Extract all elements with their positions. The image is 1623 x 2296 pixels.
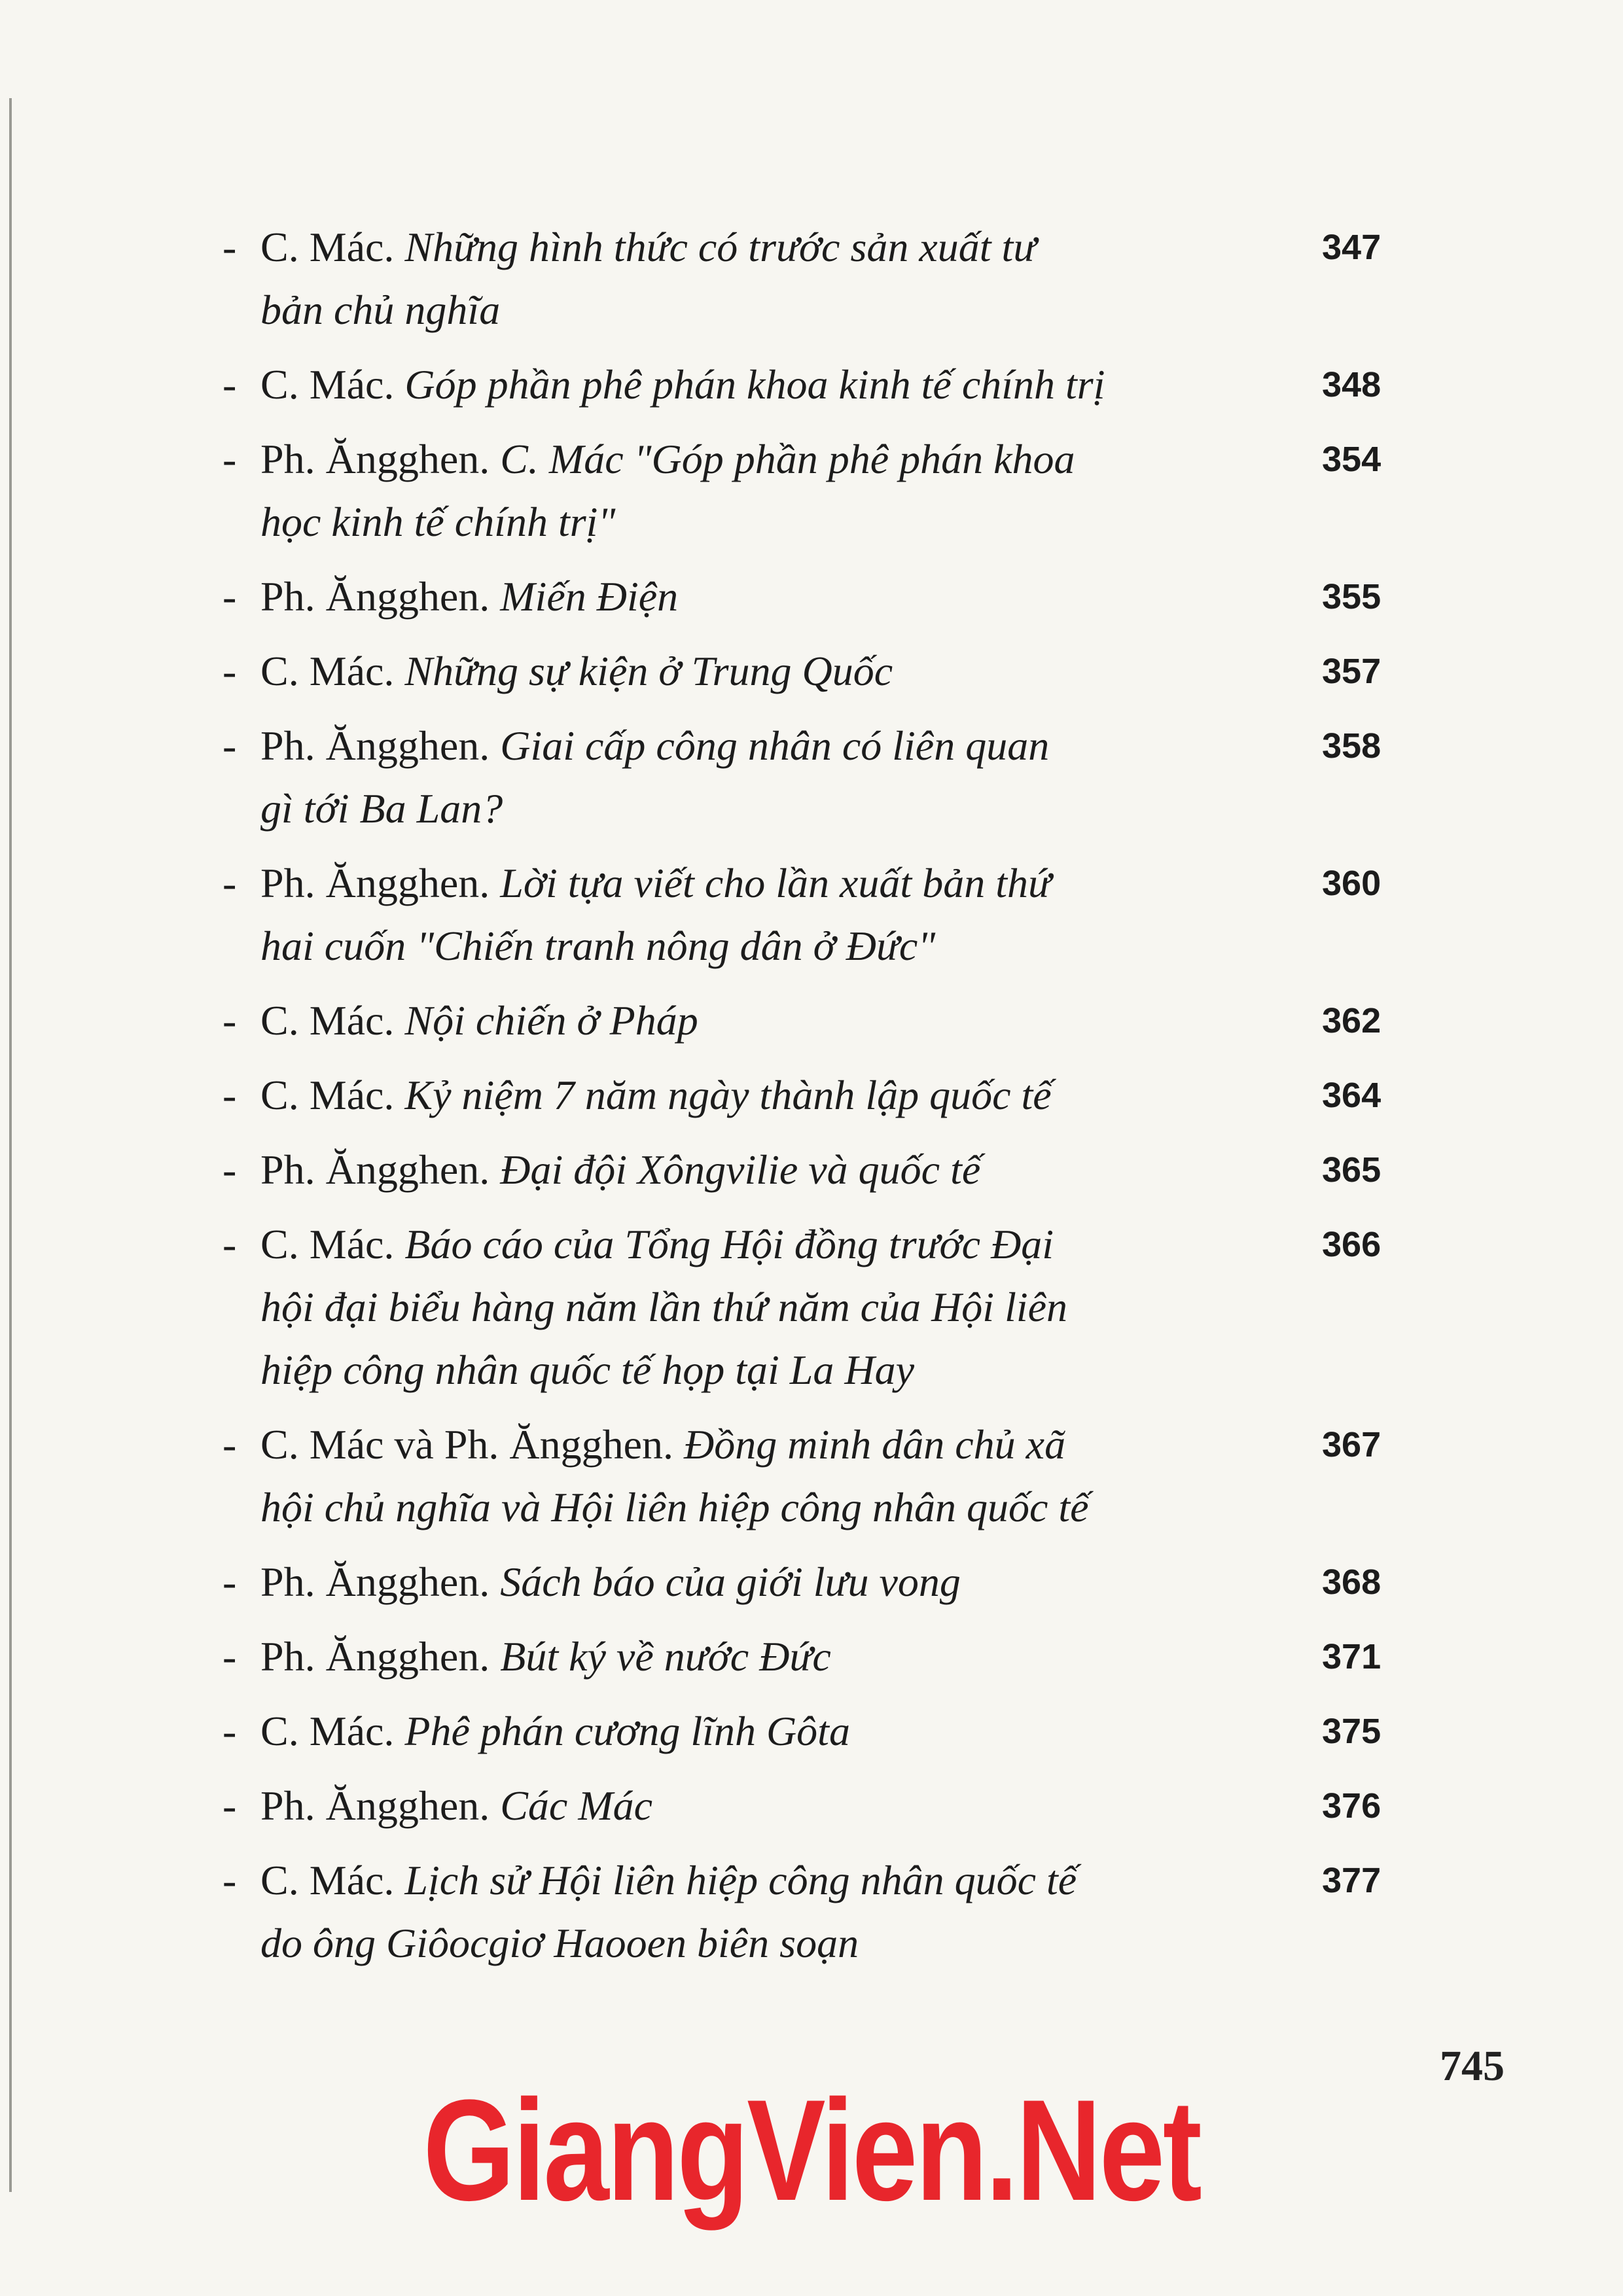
entry-title: bản chủ nghĩa	[260, 287, 501, 333]
toc-entry	[223, 1413, 1466, 1539]
entry-dash: -	[223, 1559, 237, 1605]
entry-page-number: 355	[1322, 577, 1382, 616]
entry-author: C. Mác.	[260, 361, 395, 408]
entry-page-number: 348	[1322, 365, 1382, 404]
entry-author: C. Mác.	[260, 1072, 395, 1118]
toc-entry-line	[223, 1700, 1466, 1763]
entry-page-number: 375	[1322, 1712, 1382, 1751]
toc-entry	[223, 1700, 1466, 1763]
entry-dash: -	[223, 1072, 237, 1118]
entry-dash: -	[223, 224, 237, 270]
entry-title: Những hình thức có trước sản xuất tư	[404, 224, 1037, 270]
entry-author: Ph. Ăngghen.	[260, 722, 490, 769]
entry-title: Lịch sử Hội liên hiệp công nhân quốc tế	[404, 1857, 1077, 1903]
toc-entry-line	[223, 353, 1466, 416]
entry-title: hai cuốn "Chiến tranh nông dân ở Đức"	[260, 923, 936, 969]
entry-dash: -	[223, 722, 237, 769]
entry-title: học kinh tế chính trị"	[260, 499, 616, 545]
entry-dash: -	[223, 361, 237, 408]
toc-entry-line	[223, 1775, 1466, 1837]
toc-entry	[223, 1139, 1466, 1201]
toc-entry-line	[223, 715, 1466, 777]
toc-entry	[223, 565, 1466, 628]
toc-entry	[223, 1775, 1466, 1837]
entry-title: Đồng minh dân chủ xã	[684, 1421, 1066, 1468]
entry-author: C. Mác.	[260, 224, 395, 270]
entry-page-number: 365	[1322, 1150, 1382, 1190]
entry-author: C. Mác.	[260, 648, 395, 694]
toc-entry-line	[223, 565, 1466, 628]
entry-page-number: 368	[1322, 1563, 1382, 1602]
toc-entry-line	[223, 428, 1466, 491]
entry-title: Bút ký về nước Đức	[500, 1633, 831, 1680]
toc-entry	[223, 852, 1466, 978]
table-of-contents	[223, 216, 1466, 1987]
entry-title: hội chủ nghĩa và Hội liên hiệp công nhân quốc tế	[260, 1484, 1089, 1530]
entry-page-number: 354	[1322, 440, 1382, 479]
entry-dash: -	[223, 1708, 237, 1754]
entry-title: Báo cáo của Tổng Hội đồng trước Đại	[404, 1221, 1054, 1267]
entry-author: Ph. Ăngghen.	[260, 1633, 490, 1680]
toc-entry	[223, 428, 1466, 554]
entry-page-number: 371	[1322, 1637, 1382, 1676]
toc-entry	[223, 353, 1466, 416]
toc-entry-continuation	[223, 915, 1466, 978]
entry-page-number: 362	[1322, 1001, 1382, 1040]
entry-page-number: 367	[1322, 1425, 1382, 1464]
toc-entry-line	[223, 1551, 1466, 1614]
entry-dash: -	[223, 1146, 237, 1193]
entry-title: Các Mác	[500, 1782, 653, 1829]
entry-dash: -	[223, 1633, 237, 1680]
entry-dash: -	[223, 436, 237, 482]
entry-page-number: 364	[1322, 1076, 1382, 1115]
entry-title: Miến Điện	[500, 573, 679, 620]
entry-title: Góp phần phê phán khoa kinh tế chính trị	[404, 361, 1105, 408]
entry-author: Ph. Ăngghen.	[260, 860, 490, 906]
entry-page-number: 347	[1322, 228, 1382, 267]
toc-entry-continuation	[223, 1912, 1466, 1975]
entry-title: Phê phán cương lĩnh Gôta	[404, 1708, 850, 1754]
entry-author: C. Mác.	[260, 1708, 395, 1754]
entry-dash: -	[223, 1782, 237, 1829]
entry-dash: -	[223, 1421, 237, 1468]
toc-entry	[223, 1625, 1466, 1688]
toc-entry	[223, 1849, 1466, 1975]
entry-dash: -	[223, 573, 237, 620]
entry-dash: -	[223, 1221, 237, 1267]
entry-author: Ph. Ăngghen.	[260, 436, 490, 482]
toc-entry-line	[223, 216, 1466, 279]
toc-entry	[223, 216, 1466, 342]
toc-entry-line	[223, 640, 1466, 703]
entry-page-number: 360	[1322, 864, 1382, 903]
toc-entry-line	[223, 1413, 1466, 1476]
toc-entry	[223, 1551, 1466, 1614]
entry-author: C. Mác.	[260, 1221, 395, 1267]
entry-page-number: 377	[1322, 1861, 1382, 1900]
entry-author: Ph. Ăngghen.	[260, 1782, 490, 1829]
toc-entry	[223, 989, 1466, 1052]
entry-title: C. Mác "Góp phần phê phán khoa	[500, 436, 1075, 482]
entry-page-number: 376	[1322, 1786, 1382, 1826]
entry-title: hội đại biểu hàng năm lần thứ năm của Hội liên	[260, 1284, 1068, 1330]
toc-entry	[223, 640, 1466, 703]
entry-title: hiệp công nhân quốc tế họp tại La Hay	[260, 1347, 914, 1393]
toc-entry-line	[223, 989, 1466, 1052]
toc-entry-line	[223, 1139, 1466, 1201]
entry-page-number: 358	[1322, 726, 1382, 766]
toc-entry-line	[223, 1213, 1466, 1276]
entry-title: Đại đội Xôngvilie và quốc tế	[500, 1146, 981, 1193]
toc-entry-line	[223, 1064, 1466, 1127]
entry-title: do ông Giôocgiơ Haooen biên soạn	[260, 1920, 859, 1966]
entry-title: Những sự kiện ở Trung Quốc	[404, 648, 893, 694]
toc-entry-continuation	[223, 279, 1466, 342]
toc-entry	[223, 1064, 1466, 1127]
entry-title: Giai cấp công nhân có liên quan	[500, 722, 1050, 769]
entry-author: Ph. Ăngghen.	[260, 1146, 490, 1193]
entry-title: Sách báo của giới lưu vong	[500, 1559, 961, 1605]
page-binding-edge	[9, 98, 12, 2192]
toc-entry-line	[223, 1849, 1466, 1912]
entry-author: C. Mác.	[260, 1857, 395, 1903]
entry-author: Ph. Ăngghen.	[260, 573, 490, 620]
entry-author: C. Mác.	[260, 997, 395, 1044]
entry-title: Lời tựa viết cho lần xuất bản thứ	[500, 860, 1051, 906]
entry-author: Ph. Ăngghen.	[260, 1559, 490, 1605]
toc-entry-continuation	[223, 1476, 1466, 1539]
toc-entry	[223, 715, 1466, 840]
toc-entry-continuation	[223, 1339, 1466, 1402]
toc-entry-line	[223, 852, 1466, 915]
toc-entry-continuation	[223, 491, 1466, 554]
entry-author: C. Mác và Ph. Ăngghen.	[260, 1421, 674, 1468]
toc-entry-continuation	[223, 1276, 1466, 1339]
entry-dash: -	[223, 997, 237, 1044]
toc-entry-line	[223, 1625, 1466, 1688]
entry-page-number: 366	[1322, 1225, 1382, 1264]
page-number: 745	[1440, 2042, 1505, 2090]
toc-entry-continuation	[223, 777, 1466, 840]
toc-entry	[223, 1213, 1466, 1402]
watermark-logo: GiangVien.Net	[423, 2070, 1200, 2231]
entry-page-number: 357	[1322, 652, 1382, 691]
entry-title: Kỷ niệm 7 năm ngày thành lập quốc tế	[404, 1072, 1052, 1118]
entry-dash: -	[223, 860, 237, 906]
entry-title: Nội chiến ở Pháp	[404, 997, 698, 1044]
entry-title: gì tới Ba Lan?	[260, 785, 503, 832]
entry-dash: -	[223, 648, 237, 694]
entry-dash: -	[223, 1857, 237, 1903]
